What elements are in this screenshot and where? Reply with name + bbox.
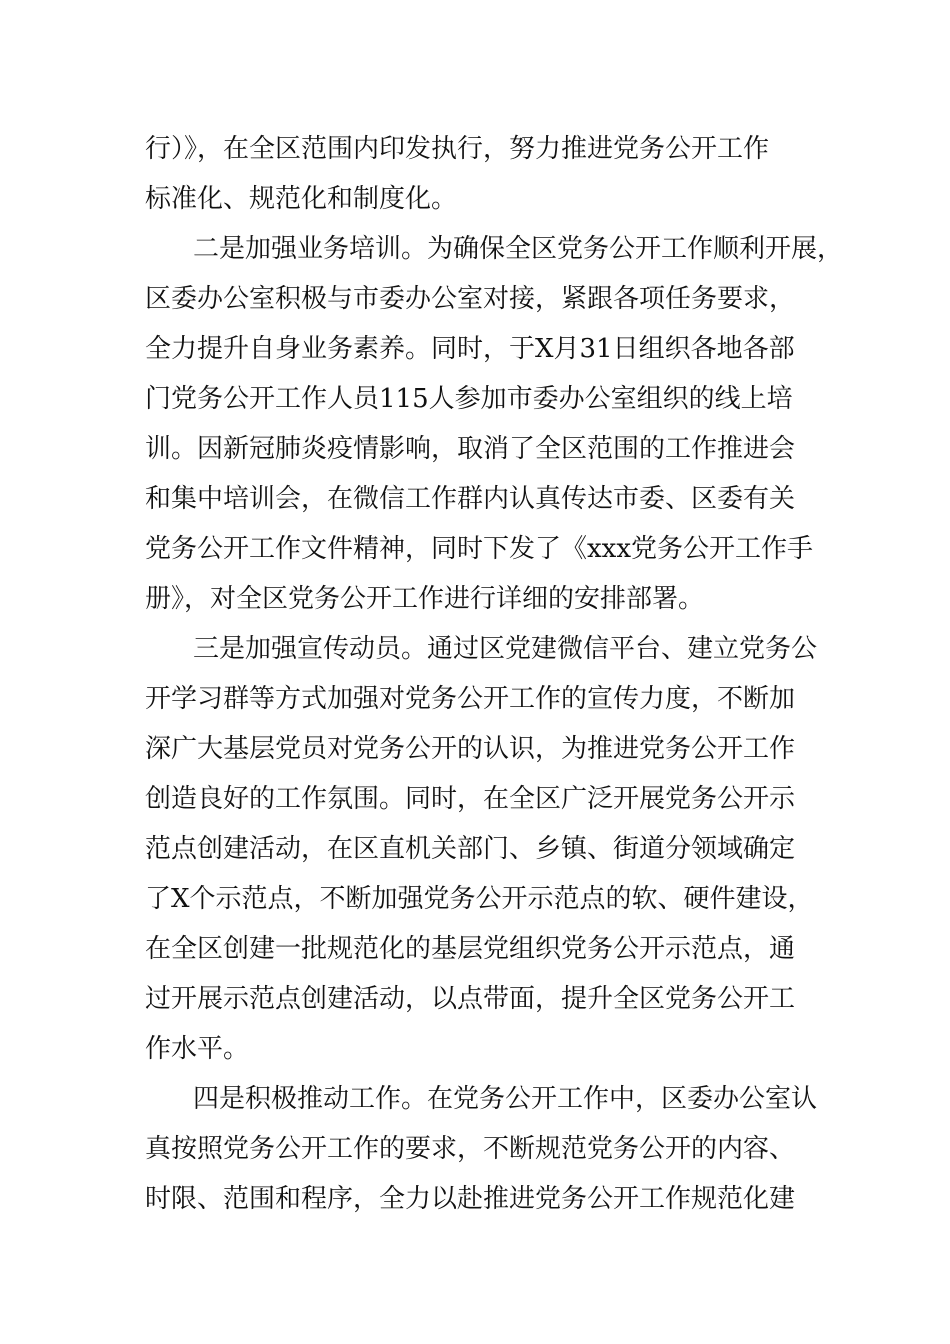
text-line: 在全区创建一批规范化的基层党组织党务公开示范点，通 bbox=[145, 934, 796, 964]
text-line: 创造良好的工作氛围。同时，在全区广泛开展党务公开示 bbox=[145, 784, 796, 814]
text-line: 过开展示范点创建活动，以点带面，提升全区党务公开工 bbox=[145, 984, 796, 1014]
paragraph-3-start: 三是加强宣传动员。通过区党建微信平台、建立党务公 bbox=[193, 634, 818, 664]
text-line: 党务公开工作文件精神，同时下发了《xxx党务公开工作手 bbox=[145, 534, 813, 564]
text-line: 册》，对全区党务公开工作进行详细的安排部署。 bbox=[145, 584, 705, 614]
text-line: 训。因新冠肺炎疫情影响，取消了全区范围的工作推进会 bbox=[145, 434, 796, 464]
text-line: 作水平。 bbox=[145, 1034, 250, 1064]
text-line: 了X个示范点，不断加强党务公开示范点的软、硬件建设， bbox=[145, 884, 814, 914]
text-line: 行）》，在全区范围内印发执行，努力推进党务公开工作 bbox=[145, 134, 770, 164]
text-line: 真按照党务公开工作的要求，不断规范党务公开的内容、 bbox=[145, 1134, 796, 1164]
text-line: 开学习群等方式加强对党务公开工作的宣传力度，不断加 bbox=[145, 684, 796, 714]
paragraph-4-start: 四是积极推动工作。在党务公开工作中，区委办公室认 bbox=[193, 1084, 818, 1114]
text-line: 和集中培训会，在微信工作群内认真传达市委、区委有关 bbox=[145, 484, 796, 514]
text-line: 时限、范围和程序，全力以赴推进党务公开工作规范化建 bbox=[145, 1184, 796, 1214]
text-line: 门党务公开工作人员115人参加市委办公室组织的线上培 bbox=[145, 384, 793, 414]
text-line: 范点创建活动，在区直机关部门、乡镇、街道分领域确定 bbox=[145, 834, 796, 864]
text-line: 深广大基层党员对党务公开的认识，为推进党务公开工作 bbox=[145, 734, 796, 764]
text-line: 标准化、规范化和制度化。 bbox=[145, 184, 458, 214]
text-line: 区委办公室积极与市委办公室对接，紧跟各项任务要求， bbox=[145, 284, 796, 314]
paragraph-2-start: 二是加强业务培训。为确保全区党务公开工作顺利开展， bbox=[193, 234, 843, 264]
text-line: 全力提升自身业务素养。同时，于X月31日组织各地各部 bbox=[145, 334, 795, 364]
